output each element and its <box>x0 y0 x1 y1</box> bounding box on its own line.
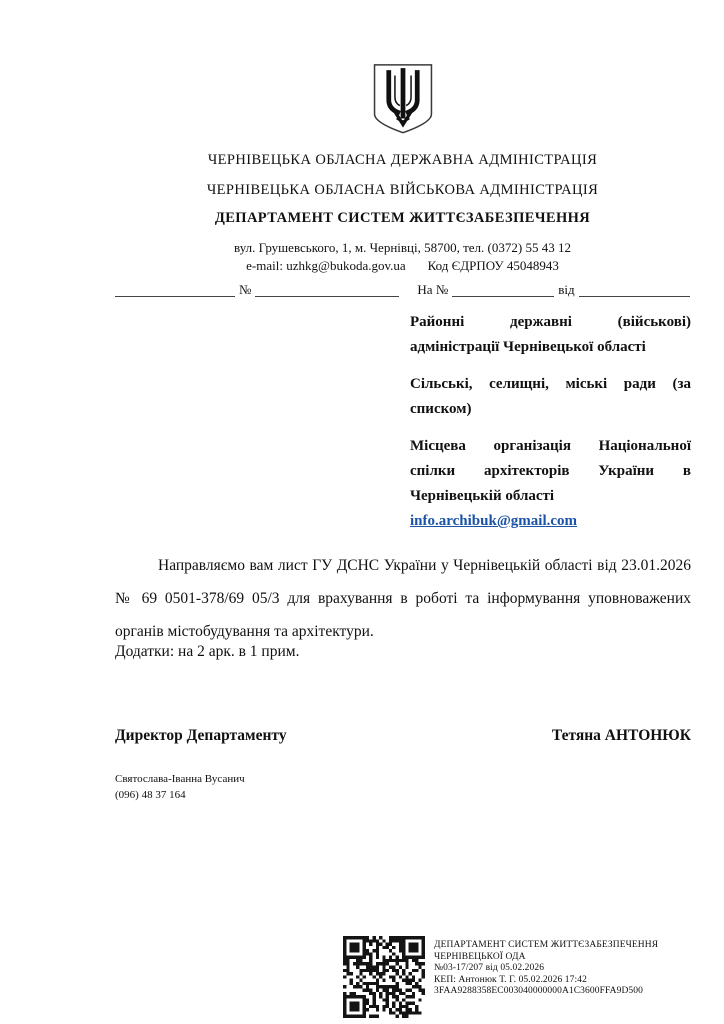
outgoing-number-label: № <box>239 282 252 297</box>
incoming-number-blank <box>452 282 554 297</box>
incoming-date-blank <box>579 282 690 297</box>
recipient-local-councils: Сільські, селищні, міські ради (за списком) <box>410 376 691 417</box>
signer-position: Директор Департаменту <box>115 727 287 744</box>
recipient-architects-union: Місцева організація Національної спілки архітекторів України в Чернівецькій області <box>410 438 691 504</box>
qr-code-icon <box>343 936 425 1018</box>
reference-line <box>115 282 690 297</box>
org-name-military-administration: ЧЕРНІВЕЦЬКА ОБЛАСНА ВІЙСЬКОВА АДМІНІСТРАЦІЯ <box>206 182 599 198</box>
stamp-org-line2: ЧЕРНІВЕЦЬКОЇ ОДА <box>434 951 526 962</box>
org-email: e-mail: uzhkg@bukoda.gov.ua <box>246 258 406 273</box>
outgoing-date-blank <box>115 282 235 297</box>
stamp-org-line1: ДЕПАРТАМЕНТ СИСТЕМ ЖИТТЄЗАБЕЗПЕЧЕННЯ <box>434 940 659 950</box>
attachments-note: Додатки: на 2 арк. в 1 прим. <box>115 643 300 660</box>
outgoing-number-blank <box>255 282 399 297</box>
incoming-date-label: від <box>558 282 575 297</box>
esignature-stamp <box>343 936 658 1018</box>
executor-block <box>115 771 245 803</box>
ukraine-trident-emblem-icon <box>365 62 441 136</box>
stamp-doc-number: №03-17/207 від 05.02.2026 <box>434 963 545 973</box>
org-contacts <box>115 258 690 274</box>
executor-phone: (096) 48 37 164 <box>115 789 186 801</box>
department-name: ДЕПАРТАМЕНТ СИСТЕМ ЖИТТЄЗАБЕЗПЕЧЕННЯ <box>214 210 591 226</box>
esignature-stamp-text <box>434 936 658 998</box>
org-edrpou-code: Код ЄДРПОУ 45048943 <box>427 258 559 273</box>
org-address: вул. Грушевського, 1, м. Чернівці, 58700, тел. (0372) 55 43 12 <box>234 240 571 255</box>
signer-name: Тетяна АНТОНЮК <box>551 727 691 744</box>
stamp-hash: 3FAA9288358EC003040000000A1C3600FFA9D500 <box>434 986 643 996</box>
letterhead <box>115 62 690 274</box>
org-name-state-administration: ЧЕРНІВЕЦЬКА ОБЛАСНА ДЕРЖАВНА АДМІНІСТРАЦІЯ <box>207 152 598 168</box>
signature-row <box>115 727 691 745</box>
stamp-kep-line: КЕП: Антонюк Т. Г. 05.02.2026 17:42 <box>434 974 587 985</box>
recipient-district-administrations: Районні державні (військові) адміністрації Чернівецької області <box>410 314 691 355</box>
recipient-email-link[interactable]: info.archibuk@gmail.com <box>410 513 578 529</box>
body-paragraph: Направляємо вам лист ГУ ДСНС України у Чернівецькій області від 23.01.2026 № 69 0501-378/69 05/3 для врахування в роботі та інформування уповноважених органів містобудування та архітектури. <box>115 556 691 640</box>
incoming-number-label: На № <box>417 282 449 297</box>
executor-name: Святослава-Іванна Вусанич <box>115 773 245 785</box>
recipients-block <box>410 310 691 534</box>
